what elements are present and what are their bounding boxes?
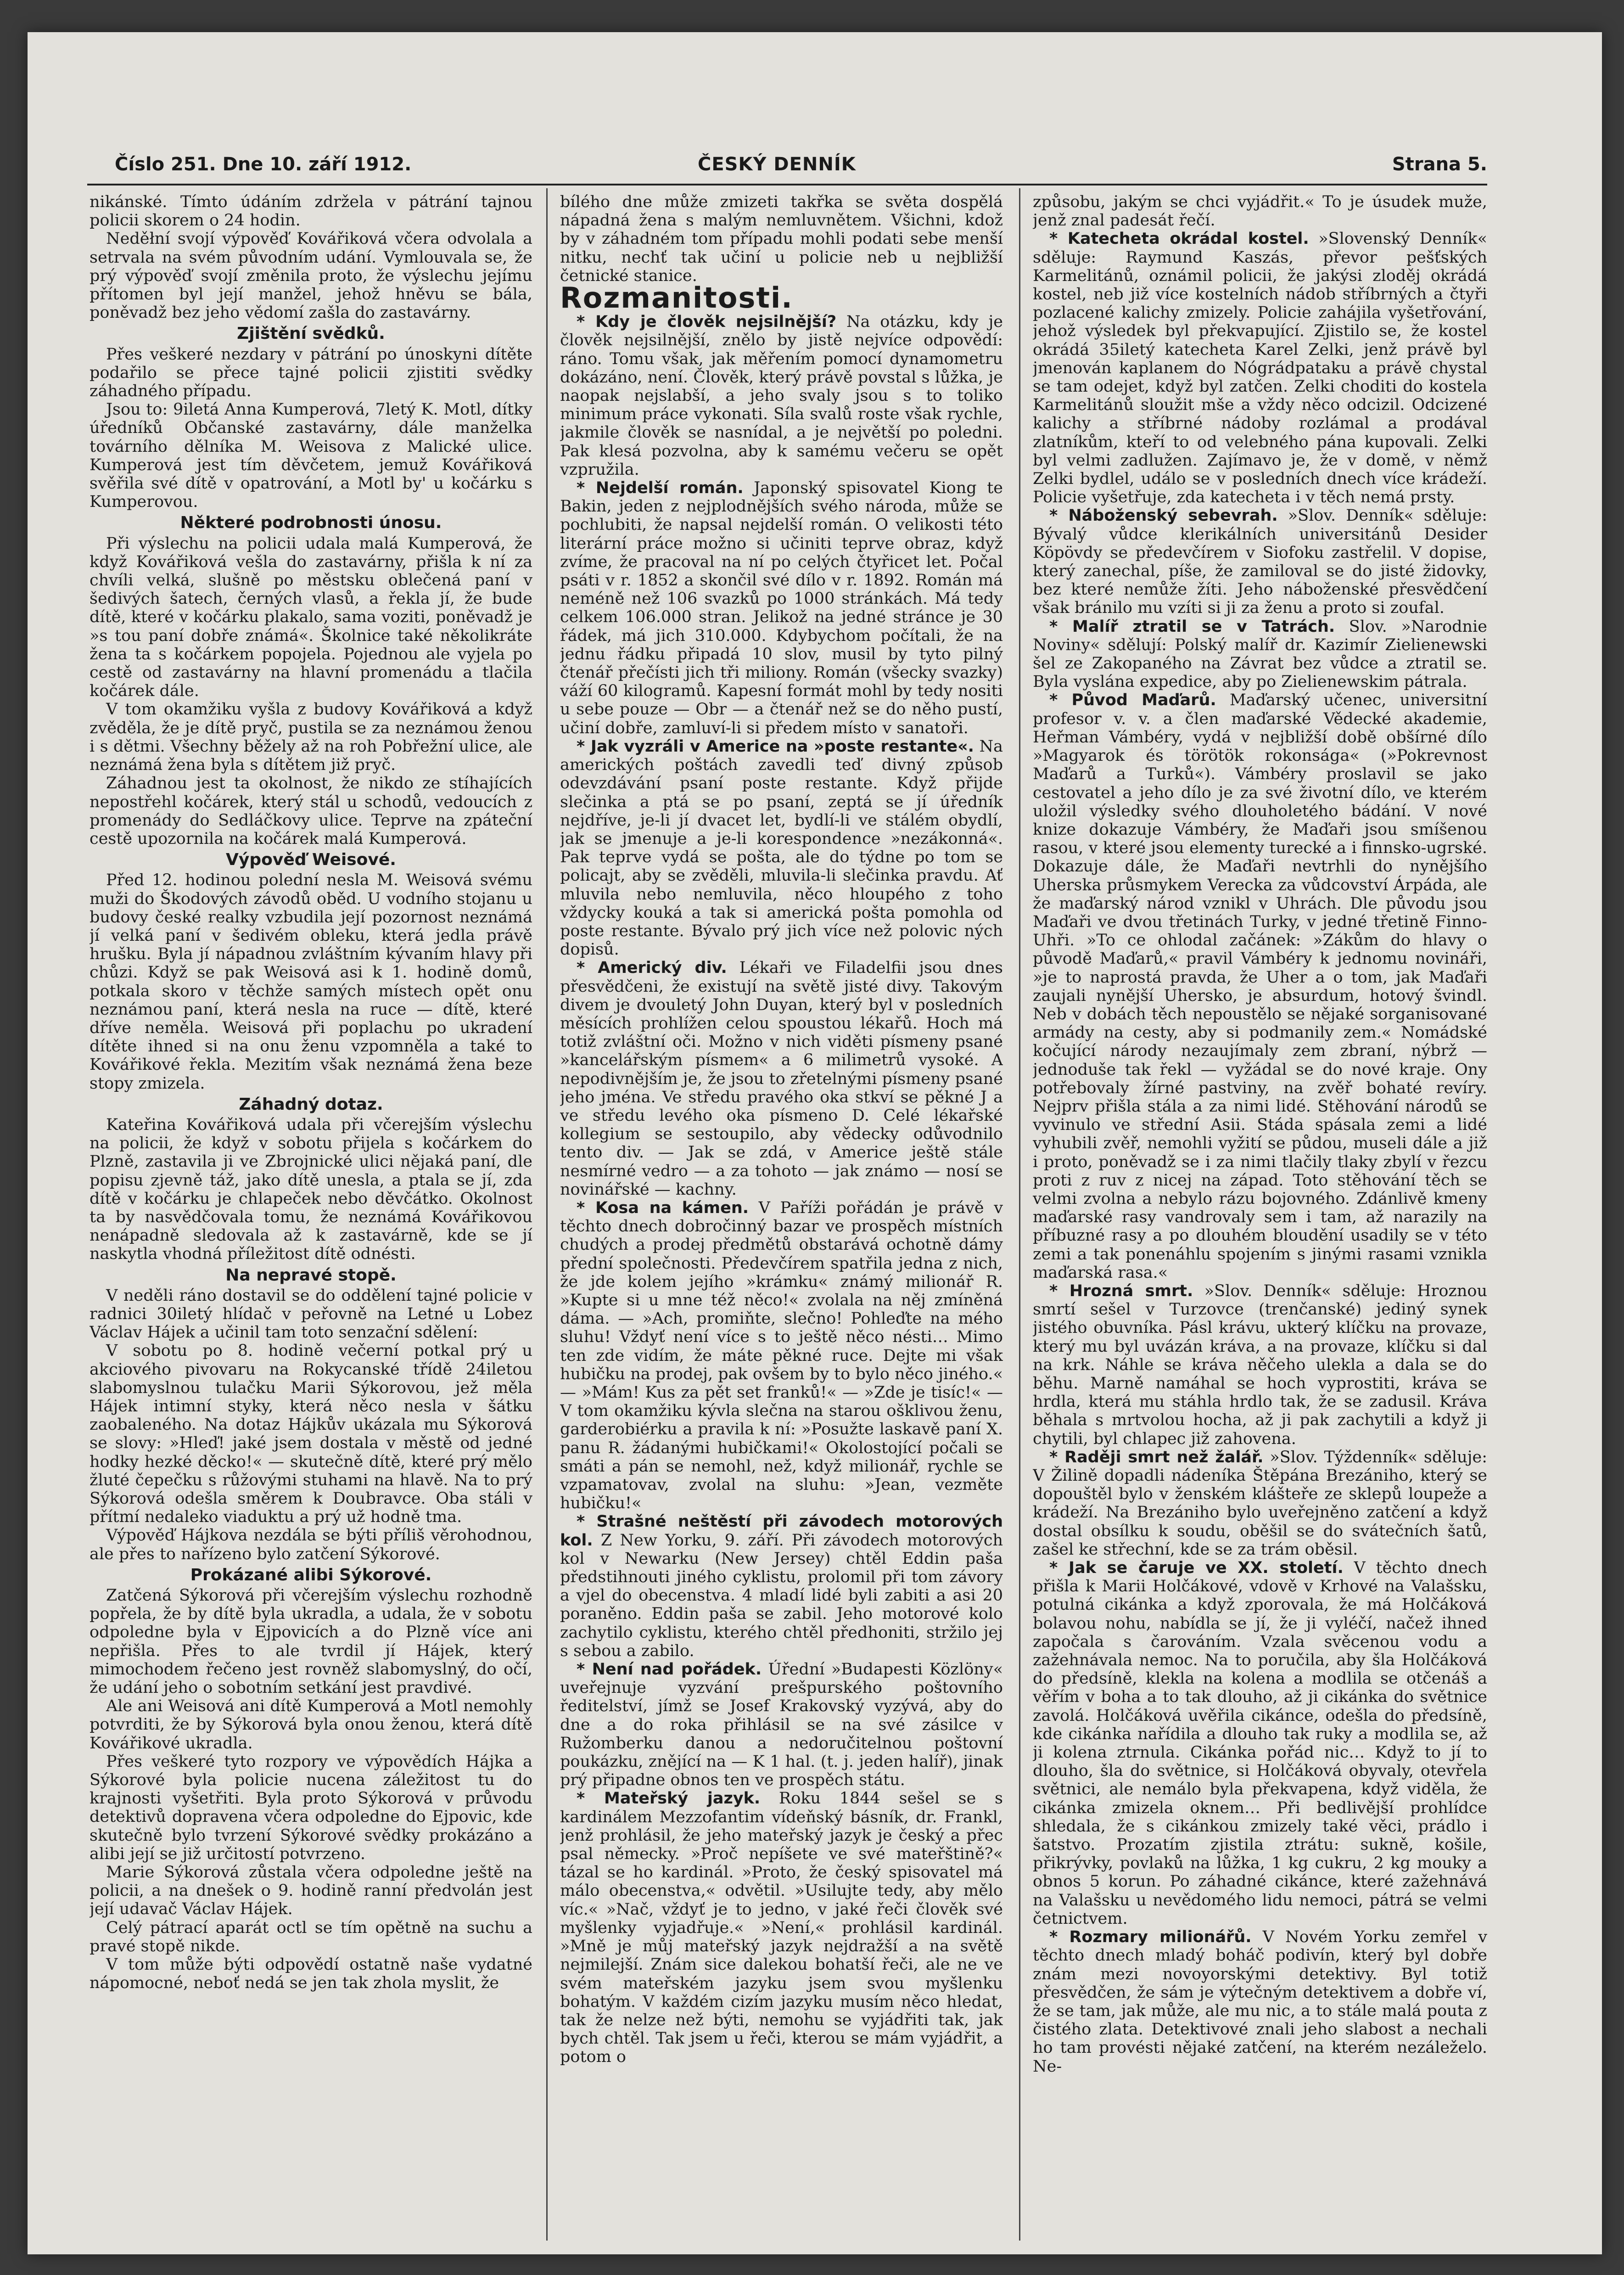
- article-lead: * Kdy je člověk nejsilnější?: [577, 313, 837, 331]
- article-body: Na amerických poštách zavedli teď divný způsob odevzdávání psaní poste restante. Když přijde slečinka a ptá se po psaní, zeptá se jí úředník nejdříve, je-li jí dvacet let, bydlí-li ve stálém obydlí, jak se jmenuje a je-li korespondence »nezákonná«. Pak teprve vydá se pošta, ale do týdne po tom se policajt, aby se zvěděli, mluvila-li slečinka pravdu. Ať mluvila nebo nemluvila, něco hloupého z toho vždycky kouká a tak si americká pošta pomohla od poste restante. Bývalo prý jich více než polovic ných dopisů.: [560, 737, 1003, 959]
- column-1: [90, 193, 532, 2241]
- article-paragraph: Ale ani Weisová ani dítě Kumperová a Motl nemohly potvrditi, že by Sýkorová byla onou ženou, která dítě Kovářikové ukradla.: [90, 1697, 532, 1753]
- article-paragraph: nikánské. Tímto údáním zdržela v pátrání tajnou policii skorem o 24 hodin.: [90, 193, 532, 230]
- article-paragraph: [1033, 1559, 1487, 1928]
- article-paragraph: [560, 1660, 1003, 1789]
- article-lead: * Jak se čaruje ve XX. století.: [1049, 1559, 1344, 1578]
- column-divider: [546, 188, 548, 2241]
- article-paragraph: Při výslechu na policii udala malá Kumperová, že když Kovářiková vešla do zastavárny, přišla k ní za chvíli velká, slušně po městsku oblečená paní v šedivých šatech, černých vlasů, a řekla jí, že bude dítě, které v kočárku plakalo, sama voziti, poněvadž je »s tou paní dobře známá«. Školnice také několikráte žena ta s kočárkem popojela. Pojednou ale vyjela po cestě od zastavárny na hlavní promenádu a tlačila kočárek dále.: [90, 534, 532, 701]
- article-body: V Paříži pořádán je právě v těchto dnech dobročinný bazar ve prospěch místních chudých a prodej předmětů obstarává ochotně dámy přední společnosti. Předevčírem spatřila jedna z nich, že jde kolem jejího »krámku« známý milionář R. »Kupte si u mne též něco!« zvolala na něj zmíněná dáma. — »Ach, promiňte, slečno! Pohleďte na mého sluhu! Vždyť není více s to ještě něco nésti… Mimo ten zde vidím, že máte pěkné ruce. Dejte mi však hubičku na prodej, pak ovšem by to bylo něco jiného.« — »Mám! Kus za pět set franků!« — »Zde je tisíc!« — V tom okamžiku kývla slečna na starou ošklivou ženu, garderobiérku a pravila k ní: »Posužte laskavě paní X. panu R. žádanými hubičkami!« Okolostojící počali se smáti a pán se nemohl, než, když milionář, rychle se vzpamatovav, zvolal na sluhu: »Jean, vezměte hubičku!«: [560, 1198, 1003, 1513]
- section-heading: Výpověď Weisové.: [226, 850, 396, 870]
- article-lead: * Náboženský sebevrah.: [1049, 506, 1278, 525]
- article-paragraph: Přes veškeré tyto rozpory ve výpovědích Hájka a Sýkorové byla policie nucena záležitost tu do krajnosti vyšetřiti. Byla proto Sýkorová v průvodu detektivů dopravena včera odpoledne do Ejpovic, kde skutečně bylo tvrzení Sýkorové svědky prokázáno a alibi její se již určitostí potvrzeno.: [90, 1752, 532, 1863]
- article-body: »Slovenský Denník« sděluje: Raymund Kaszás, převor pešťských Karmelitánů, oznámil policii, že jakýsi zloděj okrádá kostel, neb již více kostelních nádob stříbrných a čtyři pozlacené kalichy zmizely. Policie zahájila vyšetřování, jehož výsledek byl překvapující. Zjistilo se, že kostel okrádá 35iletý katecheta Karel Zelki, jenž právě byl jmenován kaplanem do Nógrádpataku a právě chystal se tam odejet, když byl zatčen. Zelki choditi do kostela Karmelitánů sloužit mše a vždy něco odcizil. Odcizené kalichy a stříbrné nádoby rozlámal a prodával zlatníkům, kteří to od velebného pána kupovali. Zelki byl velmi zadlužen. Zajímavo je, že v domě, v němž Zelki bydlel, událo se v posledních dnech více krádeží. Policie vyšetřuje, zda katecheta i v těch nemá prsty.: [1033, 230, 1487, 507]
- article-paragraph: [1033, 506, 1487, 617]
- article-lead: * Raději smrt než žalář.: [1049, 1448, 1264, 1466]
- article-lead: * Nejdelší román.: [577, 479, 744, 498]
- article-lead: * Malíř ztratil se v Tatrách.: [1049, 617, 1335, 636]
- article-paragraph: [1033, 230, 1487, 506]
- article-body: Maďarský učenec, universitní profesor v. v. a člen maďarské Vědecké akademie, Heřman Vámbéry, vydá v nejbližší době obšírné dílo »Magyarok és törötök rokonsága« (»Pokrevnost Maďarů a Turků«). Vámbéry proslavil se jako cestovatel a jeho dílo je za své životní dílo, ve kterém uložil výsledky svého dlouholetého bádání. V nové knize dokazuje Vámbéry, že Maďaři jsou smíšenou rasou, v které jsou elementy turecké a i finnsko-ugrské. Dokazuje dále, že Maďaři nevtrhli do nynějšího Uherska průsmykem Verecka za vůdcovství Árpáda, ale že maďarský národ vznikl v Uhrách. Dle původu jsou Maďaři ve dvou třetinách Turky, v jedné třetině Finno-Uhři. »To ce ohlodal začánek: »Zákům do hlavy o původě Maďarů,« pravil Vámbéry k jednomu novináři, »je to naprostá pravda, že Uher a o tom, jak Maďaři zaujali nynější Uhersko, je absurdum, hotový švindl. Neb v dobách těch nepoustělo se nějaké sorganisované armády na cesty, aby si podmanily zem.« Nomádské kočující národy nezaujímaly zem zbraní, nýbrž — jednoduše tak řekl — vyžádal se do nové kraje. Ony potřebovaly žírné pastviny, na zvěř bohaté revíry. Nejprv přišla stála a za nimi lidé. Stěhování národů se vyvinulo ve střední Asii. Stáda spásala zemi a lidé vyhubili zvěř, nemohli vyžití se půdou, museli dále a již i proto, poněvadž se i za nimi tlačily tlaky zbylí v řezcu proti z ruv z nicej na západ. Toto stěhování těch se velmi zvolna a nebylo rázu bojovného. Zdánlivě kmeny maďarské rasy vandrovaly sem i tam, až narazily na příbuzné rasy a po dlouhém bloudění usadily se v této zemi a tak ponenáhlu spojením s jinými rasami vznikla maďarská rasa.«: [1033, 691, 1487, 1282]
- article-body: V těchto dnech přišla k Marii Holčákové, vdově v Krhové na Valašsku, potulná cikánka a když zporovala, že má Holčáková bolavou nohu, nabídla se jí, že ji vyléčí, načež ihned započala s čarováním. Vzala svěcenou vodu a zažehnávala nemoc. Na to poručila, aby šla Holčáková do předsíně, klekla na kolena a modlila se otčenáš a věřím v boha a to tak dlouho, až ji cikánka do světnice zavolá. Holčáková uvěřila cikánce, odešla do předsíně, kde cikánka nařídila a dlouho tak ruky a modlila se, až ji kolena ztrnula. Cikánka pořád nic… Když to jí to dlouho, šla do světnice, si Holčáková obyvaly, otevřela světnici, ale nemálo byla překvapena, když viděla, že cikánka zmizela oknem… Při bedlivější prohlídce shledala, že s cikánkou zmizely také věci, prádlo i šatstvo. Prozatím zjistila ztrátu: sukně, košile, přikrývky, povlaků na lůžka, 1 kg cukru, 2 kg mouky a obnos 5 korun. Po záhadné cikánce, které zažehnává na Valašsku u nevědomého lidu nemoci, pátrá se velmi četnictvem.: [1033, 1559, 1487, 1928]
- article-paragraph: Přes veškeré nezdary v pátrání po únoskyni dítěte podařilo se přece tajné policii zjistiti svědky záhadného případu.: [90, 345, 532, 401]
- article-paragraph: V sobotu po 8. hodině večerní potkal prý u akciového pivovaru na Rokycanské třídě 24iletou slabomyslnou tulačku Marii Sýkorovou, jež měla Hájek intimní styky, která něco nesla v šátku zaobaleného. Na dotaz Hájkův ukázala mu Sýkorová se slovy: »Hleď! jaké jsem dostala v městě od jedné hodky hezké děcko!« — skutečně dítě, které prý mělo žluté čepečku s růžovými stuhami na hlavě. Na to prý Sýkorová odešla směrem k Doubravce. Oba stáli v přítmí nedaleko viaduktu a prý už hodně tma.: [90, 1342, 532, 1527]
- article-paragraph: [560, 737, 1003, 959]
- article-body: »Slov. Denník« sděluje: Hroznou smrtí sešel v Turzovce (trenčanské) jediný synek jistého obuvníka. Pásl krávu, ukterý klíčku na provaze, který mu byl uvázán kráva, a na provaze, klíčku si dal na krk. Náhle se kráva něčeho ulekla a dala se do běhu. Marně namáhal se hoch vyprostiti, kráva se hrdla, která mu stáhla hrdlo tak, že se zadusil. Kráva běhala s mrtvolou hocha, až ji pak zachytili a když ji chytili, byl chlapec již zahovena.: [1033, 1281, 1487, 1448]
- article-paragraph: Jsou to: 9iletá Anna Kumperová, 7letý K. Motl, dítky úředníků Občanské zastavárny, dále manželka továrního dělníka M. Weisova z Malické ulice. Kumperová jest tím děvčetem, jemuž Kovářiková svěřila své dítě v opatrování, a Motl by' u kočárku s Kumperovou.: [90, 400, 532, 511]
- newspaper-title: ČESKÝ DENNÍK: [698, 154, 856, 175]
- article-body: »Slov. Denník« sděluje: Bývalý vůdce klerikálních universitánů Desider Köpövdy se předevčírem v Siofoku zastřelil. V dopise, který zanechal, píše, že zamiloval se do jisté židovky, bez které nemůže žíti. Jeho náboženské přesvědčení však bránilo mu vzíti si ji za ženu a proto si zoufal.: [1033, 506, 1487, 618]
- article-paragraph: Zatčená Sýkorová při včerejším výslechu rozhodně popřela, že by dítě byla ukradla, a udala, že v sobotu odpoledne byla v Ejpovicích a do Plzně více ani nepřišla. Přes to ale tvrdil jí Hájek, který mimochodem řečeno jest rovněž slabomyslný, do očí, že udání jeho o sobotním setkání jest pravdivé.: [90, 1586, 532, 1697]
- article-body: V Novém Yorku zemřel v těchto dnech mladý boháč podivín, který byl dobře znám mezi novoyorskými detektivy. Byl totiž přesvědčen, že sám je výtečným detektivem a dobře ví, že se tam, jak může, ale mu nic, a to stále malá pouta z čistého zlata. Detektivové znali jeho slabost a nechali ho tam provésti nějaké zatčení, na kterém nezáleželo. Ne-: [1033, 1928, 1487, 2076]
- article-paragraph: Před 12. hodinou polední nesla M. Weisová svému muži do Škodových závodů oběd. U vodního stojanu u budovy české realky vzbudila její pozornost neznámá jí velká paní v šedivém obleku, která jedla právě hrušku. Byla jí nápadnou zvláštním kývaním hlavy při chůzi. Když se pak Weisová asi k 1. hodině domů, potkala skoro v těchže samých místech opět onu neznámou paní, která nesla na ruce — dítě, které dříve neměla. Weisová při poplachu po ukradení dítěte ihned si na onu ženu vzpomněla a také to Kovářikové řekla. Mezitím však neznámá žena beze stopy zmizela.: [90, 871, 532, 1093]
- article-lead: * Mateřský jazyk.: [577, 1789, 761, 1808]
- article-paragraph: V tom okamžiku vyšla z budovy Kovářiková a když zvěděla, že je dítě pryč, pustila se za neznámou ženou i s dětmi. Všechny běžely až na roh Pobřežní ulice, ale neznámá žena byla s dítětem již pryč.: [90, 700, 532, 775]
- article-paragraph: [560, 959, 1003, 1199]
- article-body: Slov. »Narodnie Noviny« sdělují: Polský malíř dr. Kazimír Zielienewski šel ze Zakopaného na Závrat bez vůdce a ztratil se. Byla vyslána expedice, aby po Zielienewskim pátrala.: [1033, 617, 1487, 691]
- article-paragraph: [560, 1199, 1003, 1512]
- article-lead: * Jak vyzráli v Americe na »poste restante«.: [577, 737, 974, 756]
- article-body: Úřední »Budapesti Közlöny« uveřejnuje vyzvání prešpurského poštovního ředitelství, jímž se Josef Krakovský vyzývá, aby do dne a do roka přihlásil se na své zásilce v Ružomberku danou a nedoručitelnou poštovní poukázku, znějící na — K 1 hal. (t. j. jeden halíř), jinak prý připadne obnos ten ve prospěch státu.: [560, 1660, 1003, 1790]
- section-heading: Prokázané alibi Sýkorové.: [190, 1565, 432, 1584]
- article-paragraph: Celý pátrací aparát octl se tím opětně na suchu a pravé stopě nikde.: [90, 1918, 532, 1955]
- article-lead: * Původ Maďarů.: [1049, 691, 1216, 710]
- article-paragraph: [1033, 1928, 1487, 2076]
- article-paragraph: Záhadnou jest ta okolnost, že nikdo ze stíhajících nepostřehl kočárek, který stál u schodů, vedoucích z promenády do Sedláčkovy ulice. Teprve na zpáteční cestě upozornila na kočárek malá Kumperová.: [90, 774, 532, 848]
- article-paragraph: V tom může býti odpovědí ostatně naše vydatné nápomocné, neboť nedá se jen tak zhola myslit, že: [90, 1955, 532, 1993]
- article-lead: * Rozmary milionářů.: [1049, 1928, 1252, 1947]
- article-paragraph: Marie Sýkorová zůstala včera odpoledne ještě na policii, a na dnešek o 9. hodině ranní předvolán jest její udavač Václav Hájek.: [90, 1863, 532, 1919]
- article-paragraph: V neděli ráno dostavil se do oddělení tajné policie v radnici 30iletý hlídač v peřovně na Letné u Lobez Václav Hájek a učinil tam toto senzační sdělení:: [90, 1286, 532, 1342]
- article-body: Na otázku, kdy je člověk nejsilnější, znělo by jistě nejvíce odpovědí: ráno. Tomu však, jak měřením pomocí dynamometru dokázáno, není. Člověk, který právě povstal s lůžka, je naopak nejslabší, a jeho svaly jsou s to toliko minimum práce vykonati. Síla svalů roste však rychle, jakmile člověk se nasnídal, a je největší po poledni. Pak klesá pozvolna, aby k samému večeru se opět vzpružila.: [560, 313, 1003, 479]
- article-paragraph: [1033, 1282, 1487, 1448]
- header-rule: [87, 184, 1487, 185]
- article-paragraph: [1033, 1448, 1487, 1559]
- article-body: Z New Yorku, 9. září. Při závodech motorových kol v Newarku (New Jersey) chtěl Eddin paša předstihnouti jiného cyklistu, prolomil při tom závory a vjel do obecenstva. 4 mladí lidé byli zabiti a asi 20 poraněno. Eddin paša se zabil. Jeho motorové kolo zachytilo cyklistu, kterého chtěl předhoniti, stržilo jej s sebou a zabilo.: [560, 1531, 1003, 1660]
- article-paragraph: Kateřina Kovářiková udala při včerejším výslechu na policii, že když v sobotu přijela s kočárkem do Plzně, zastavila ji ve Zbrojnické ulici nějaká paní, dle popisu zjevně táž, jako dítě unesla, a ptala se jí, zda dítě v kočárku je chlapeček nebo děvčátko. Okolnost ta by nasvědčovala tomu, že neznámá Kovářikovou nenápadně sledovala až k zastavárně, kde se jí naskytla vhodná příležitost dítě odnésti.: [90, 1115, 532, 1264]
- article-body: Japonský spisovatel Kiong te Bakin, jeden z nejplodnějších svého národa, může se pochlubiti, že napsal nejdelší román. O velikosti této literární práce možno si učiniti teprve obraz, když zvíme, že pracoval na ní po celých čtyřicet let. Počal psáti v r. 1852 a skončil své dílo v r. 1892. Román má neméně než 106 svazků po 1000 stránkách. Má tedy celkem 106.000 stran. Jelikož na jedné stránce je 30 řádek, má jich 310.000. Kdybychom počítali, že na jednu řádku připadá 10 slov, musil by tyto pilný čtenář přečísti jich tři miliony. Román (všecky svazky) váží 60 kilogramů. Kapesní formát mohl by tedy nositi u sebe pouze — Obr — a čtenář než se do něho pustí, učiní dobře, zamluví-li si předem místo v sanatoři.: [560, 479, 1003, 737]
- article-paragraph: [560, 1789, 1003, 2066]
- section-heading: Některé podrobnosti únosu.: [180, 513, 442, 533]
- article-paragraph: bílého dne může zmizeti takřka se světa dospělá nápadná žena s malým nemluvnětem. Všichni, kdož by v záhadném tom případu mohli podati sebe menší nitku, nechť tak učiní u policie neb u nejbližší četnické stanice.: [560, 193, 1003, 285]
- page-number: Strana 5.: [1392, 154, 1487, 175]
- article-paragraph: [560, 1512, 1003, 1660]
- article-paragraph: [1033, 618, 1487, 691]
- article-paragraph: Neděłní svojí výpověď Kovářiková včera odvolala a setrvala na svém původním udání. Vymlouvala se, že prý výpověď svojí změnila proto, že výslechu jejímu přítomen byl její manžel, jehož hněvu se bála, poněvadž bez jeho vědomí zašla do zastavárny.: [90, 230, 532, 322]
- article-lead: * Strašné neštěstí při závodech motorových kol.: [560, 1512, 1003, 1550]
- article-lead: * Není nad pořádek.: [577, 1660, 762, 1679]
- article-lead: * Hrozná smrt.: [1049, 1281, 1193, 1300]
- article-paragraph: Výpověď Hájkova nezdála se býti příliš věrohodnou, ale přes to nařízeno bylo zatčení Sýkorové.: [90, 1526, 532, 1563]
- article-paragraph: [560, 313, 1003, 479]
- section-heading: Na nepravé stopě.: [225, 1265, 397, 1285]
- section-heading: Zjištění svědků.: [237, 324, 385, 343]
- article-lead: * Americký div.: [577, 959, 727, 977]
- article-body: Lékaři ve Filadelfii jsou dnes přesvědčeni, že existují na světě jisté divy. Takovým divem je dvouletý John Duyan, který byl v posledních měsících prohlížen celou spoustou lékařů. Hoch má totiž zvláštní oči. Možno v nich viděti písmeny psané »kancelářským písmem« a 6 milimetrů vysoké. A nepodivnějším je, že jsou to zřetelnými písmeny psané jeho jména. Ve středu pravého oka stkví se pěkné J a ve středu levého oka písmeno D. Celé lékařské kollegium se sestoupilo, aby vědecky odůvodnilo tento div. — Jak se zdá, v Americe ještě stále nesmírné vedro — a za tohoto — jak známo — nosí se novinářské — kachny.: [560, 959, 1003, 1199]
- column-divider: [1019, 188, 1020, 2241]
- article-paragraph: [1033, 691, 1487, 1282]
- rubric-heading: Rozmanitosti.: [560, 281, 793, 315]
- article-paragraph: [560, 479, 1003, 737]
- article-paragraph: způsobu, jakým se chci vyjádřit.« To je úsudek muže, jenž znal padesát řečí.: [1033, 193, 1487, 230]
- issue-date: Číslo 251. Dne 10. září 1912.: [115, 154, 412, 175]
- page-header: [87, 117, 1487, 175]
- article-body: Roku 1844 sešel se s kardinálem Mezzofantim vídeňský básník, dr. Frankl, jenž prohlásil, že jeho mateřský jazyk je český a přec psal německy. »Proč nepíšete ve své mateřštině?« tázal se ho kardinál. »Proto, že český spisovatel má málo obecenstva,« odvětil. »Usilujte tedy, aby mělo víc.« »Nač, vždyť je to jedno, v jaké řeči člověk své myšlenky vyjadřuje.« »Není,« prohlásil kardinál. »Mně je můj mateřský jazyk nejdražší a na světě nejmilejší. Znám sice dalekou bohatší řeči, ale ne ve svém mateřském jazyku jsem svou myšlenku bohatým. V každém cizím jazyku musím něco hledat, tak že nelze než býti, nemohu se vyjádřiti tak, jak bych chtěl. Tak jsem u řeči, kterou se mám vyjádřit, a potom o: [560, 1789, 1003, 2067]
- column-2: [560, 193, 1003, 2241]
- article-lead: * Katecheta okrádal kostel.: [1049, 230, 1309, 248]
- newspaper-page: [28, 32, 1602, 2254]
- article-body: »Slov. Týždenník« sděluje: V Žilině dopadli nádeníka Štěpána Brezániho, který se dopouštěl bylo v ženském klášteře ze sklepů loupeže a krádeží. Na Brezániho bylo uveřejněno zatčení a když dostal obsílku k soudu, oběšil se do svátečních šatů, zašel ke střechní, kde se za trám oběsil.: [1033, 1448, 1487, 1559]
- section-heading: Záhadný dotaz.: [239, 1095, 383, 1114]
- article-lead: * Kosa na kámen.: [577, 1198, 749, 1217]
- column-3: [1033, 193, 1487, 2241]
